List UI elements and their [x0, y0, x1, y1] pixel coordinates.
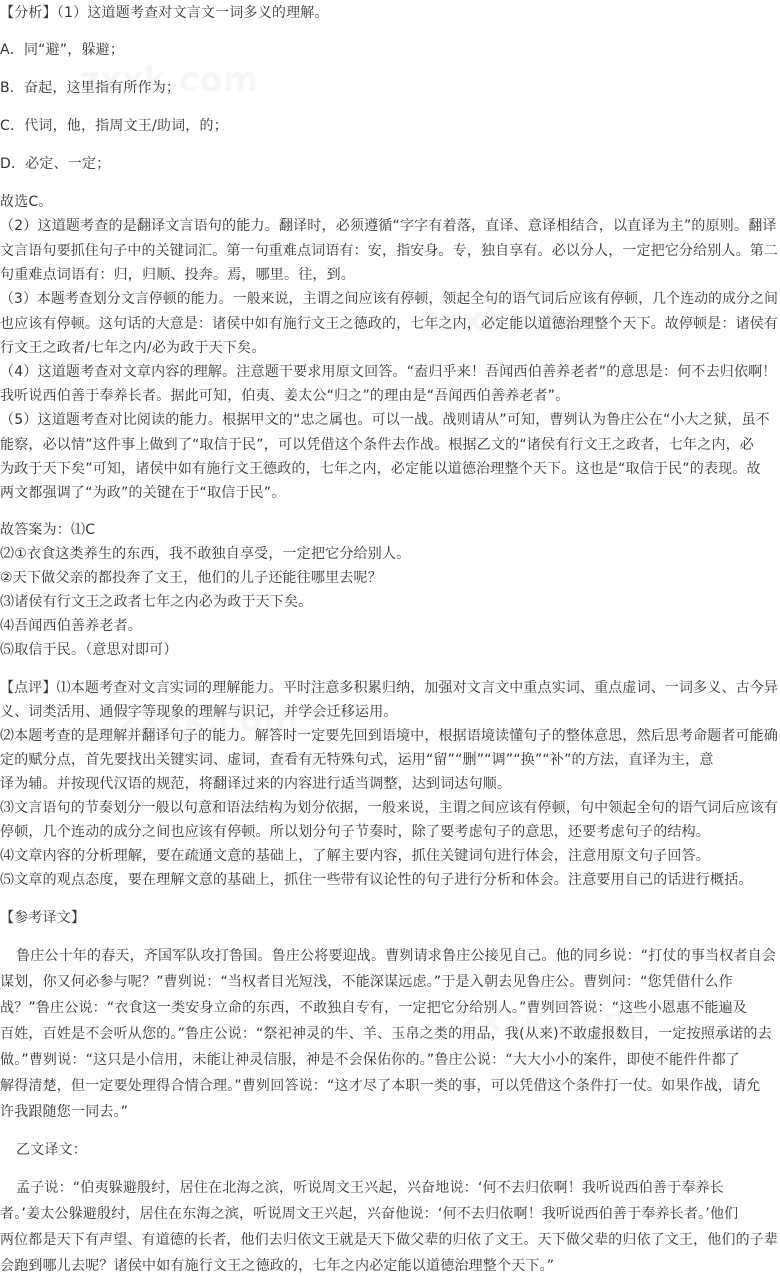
analysis-heading-line: 【分析】（1）这道题考查对文言文一词多义的理解。: [0, 5, 329, 21]
translation-a-line: 许我跟随您一同去。”: [0, 1104, 129, 1120]
analysis-q5-line: 为政于天下矣”可知，诸侯中如有施行文王德政的，七年之内，必定能以道德治理整个天下。这也是“取信于民”的表现。故: [0, 461, 761, 477]
analysis-q4-line: 我听说西伯善于奉养长者。据此可知，伯夷、姜太公“归之”的理由是“吾闻西伯善养老者”。: [0, 388, 570, 404]
analysis-q2-line: 文言语句要抓住句子中的关键词汇。第一句重难点词语有：安，指安身。专，独自享有。必以分人，一定把它分给别人。第二: [0, 243, 779, 259]
translation-b-line: 两位都是天下有声望、有道德的长者，他们去归依文王就是天下做父辈的归依了文王。天下做父辈的归依了文王，他们的子辈: [0, 1232, 779, 1248]
analysis-q2-line: （2）这道题考查的是翻译文言语句的能力。翻译时，必须遵循“字字有着落，直译、意译相结合，以直译为主”的原则。翻译: [0, 218, 777, 234]
comment-line: 停顿，几个连动的成分之间也应该有停顿。所以划分句子节奏时，除了要考虑句子的意思，还要考虑句子的结构。: [0, 824, 710, 840]
analysis-q5-line: （5）这道题考查对比阅读的能力。根据甲文的“忠之属也。可以一战。战则请从”可知，曹刿认为鲁庄公在“小大之狱，虽不: [0, 412, 770, 428]
answer-line: ②天下做父亲的都投奔了文王，他们的儿子还能往哪里去呢？: [0, 570, 382, 586]
analysis-q5-line: 两文都强调了“为政”的关键在于“取信于民”。: [0, 485, 286, 501]
translation-a-line: 解得清楚，但一定要处理得合情合理。”曹刿回答说：“这才尽了本职一类的事，可以凭借这个条件打一仗。如果作战，请允: [0, 1078, 761, 1094]
answer-line: ⑸取信于民。（意思对即可）: [0, 642, 178, 658]
reference-translation-heading: 【参考译文】: [0, 910, 86, 926]
choice-result: 故选C。: [0, 194, 53, 210]
translation-a-line: 做。”曹刿说：“这只是小信用，未能让神灵信服，神是不会保佑你的。”鲁庄公说：“大大小小的案件，即使不能件件都了: [0, 1052, 741, 1068]
analysis-q5-line: 能察，必以情”这件事上做到了“取信于民”，可以凭借这个条件去作战。根据乙文的“诸侯有行文王之政者，七年之内，必: [0, 437, 755, 453]
translation-a-line: 谋划，你又何必参与呢？”曹刿说：“当权者目光短浅，不能深谋远虑。”于是入朝去见鲁庄公。曹刿问：“您凭借什么作: [0, 974, 733, 990]
answer-line: 故答案为：⑴C: [0, 522, 96, 538]
option-c: C．代词，他，指周文王/助词，的；: [0, 118, 228, 134]
comment-line: 义、词类活用、通假字等现象的理解与识记，并学会迁移运用。: [0, 704, 398, 720]
translation-a-line: 战？”鲁庄公说：“衣食这一类安身立命的东西，不敢独自专有，一定把它分给别人。”曹刿回答说：“这些小恩惠不能遍及: [0, 1000, 748, 1016]
comment-line: ⑵本题考查的是理解并翻译句子的能力。解答时一定要先回到语境中，根据语境读懂句子的整体意思，然后思考命题者可能确: [0, 728, 779, 744]
option-a: A．同“避”，躲避；: [0, 42, 125, 58]
analysis-q3-line: 行文王之政者/七年之内/必为政于天下矣。: [0, 340, 266, 356]
comment-line: ⑸文章的观点态度，要在理解文意的基础上，抓住一些带有议论性的句子进行分析和体会。注意要用自己的话进行概括。: [0, 872, 753, 888]
option-b: B．奋起，这里指有所作为；: [0, 80, 181, 96]
comment-line: ⑷文章内容的分析理解，要在疏通文意的基础上，了解主要内容，抓住关键词句进行体会，注意用原文句子回答。: [0, 848, 710, 864]
answer-line: ⑵①衣食这类养生的东西，我不敢独自享受，一定把它分给别人。: [0, 546, 411, 562]
comment-line: 译为辅。并按现代汉语的规范，将翻译过来的内容进行适当调整，达到词达句顺。: [0, 776, 512, 792]
comment-line: 【点评】⑴本题考查对文言实词的理解能力。平时注意多积累归纳，加强对文言文中重点实词、重点虚词、一词多义、古今异: [0, 680, 779, 696]
translation-a-line: 鲁庄公十年的春天，齐国军队攻打鲁国。鲁庄公将要迎战。曹刿请求鲁庄公接见自己。他的同乡说：“打仗的事当权者自会: [16, 948, 777, 964]
answer-line: ⑷吾闻西伯善养老者。: [0, 618, 142, 634]
comment-line: ⑶文言语句的节奏划分一般以句意和语法结构为划分依据，一般来说，主谓之间应该有停顿，句中领起全句的语气词后应该有: [0, 800, 779, 816]
analysis-q3-line: （3）本题考查划分文言停顿的能力。一般来说，主谓之间应该有停顿，领起全句的语气词后应该有停顿，几个连动的成分之间: [0, 291, 779, 307]
translation-b-line: 孟子说：“伯夷躲避殷纣，居住在北海之滨，听说周文王兴起，兴奋地说：‘何不去归依啊！我听说西伯善于奉养长: [16, 1180, 724, 1196]
translation-b-line: 者。’姜太公躲避殷纣，居住在东海之滨，听说周文王兴起，兴奋他说：‘何不去归依啊！我听说西伯善于奉养长者。’他们: [0, 1206, 739, 1222]
analysis-q4-line: （4）这道题考查对文章内容的理解。注意题干要求用原文回答。“盍归乎来！吾闻西伯善养老者”的意思是：何不去归依啊！: [0, 364, 777, 380]
comment-line: 定的赋分点，首先要找出关键实词、虚词，查看有无特殊句式，运用“留”“删”“调”“换”“补”的方法，直译为主，意: [0, 752, 714, 768]
option-d: D．必定、一定；: [0, 156, 111, 172]
answer-line: ⑶诸侯有行文王之政者七年之内必为政于天下矣。: [0, 594, 313, 610]
analysis-q2-line: 句重难点词语有：归，归顺、投奔。焉，哪里。往，到。: [0, 267, 355, 283]
translation-b-line: 会跑到哪儿去呢？诸侯中如有施行文王之德政的，七年之内必定能以道德治理整个天下。”: [0, 1258, 555, 1274]
translation-a-line: 百姓，百姓是不会听从您的。”鲁庄公说：“祭祀神灵的牛、羊、玉帛之类的用品，我(从来)不敢虚报数目，一定按照承诺的去: [0, 1026, 772, 1042]
translation-b-heading: 乙文译文：: [16, 1142, 87, 1158]
analysis-q3-line: 也应该有停顿。这句话的大意是：诸侯中如有施行文王之德政的，七年之内，必定能以道德治理整个天下。故停顿是：诸侯有: [0, 316, 779, 332]
